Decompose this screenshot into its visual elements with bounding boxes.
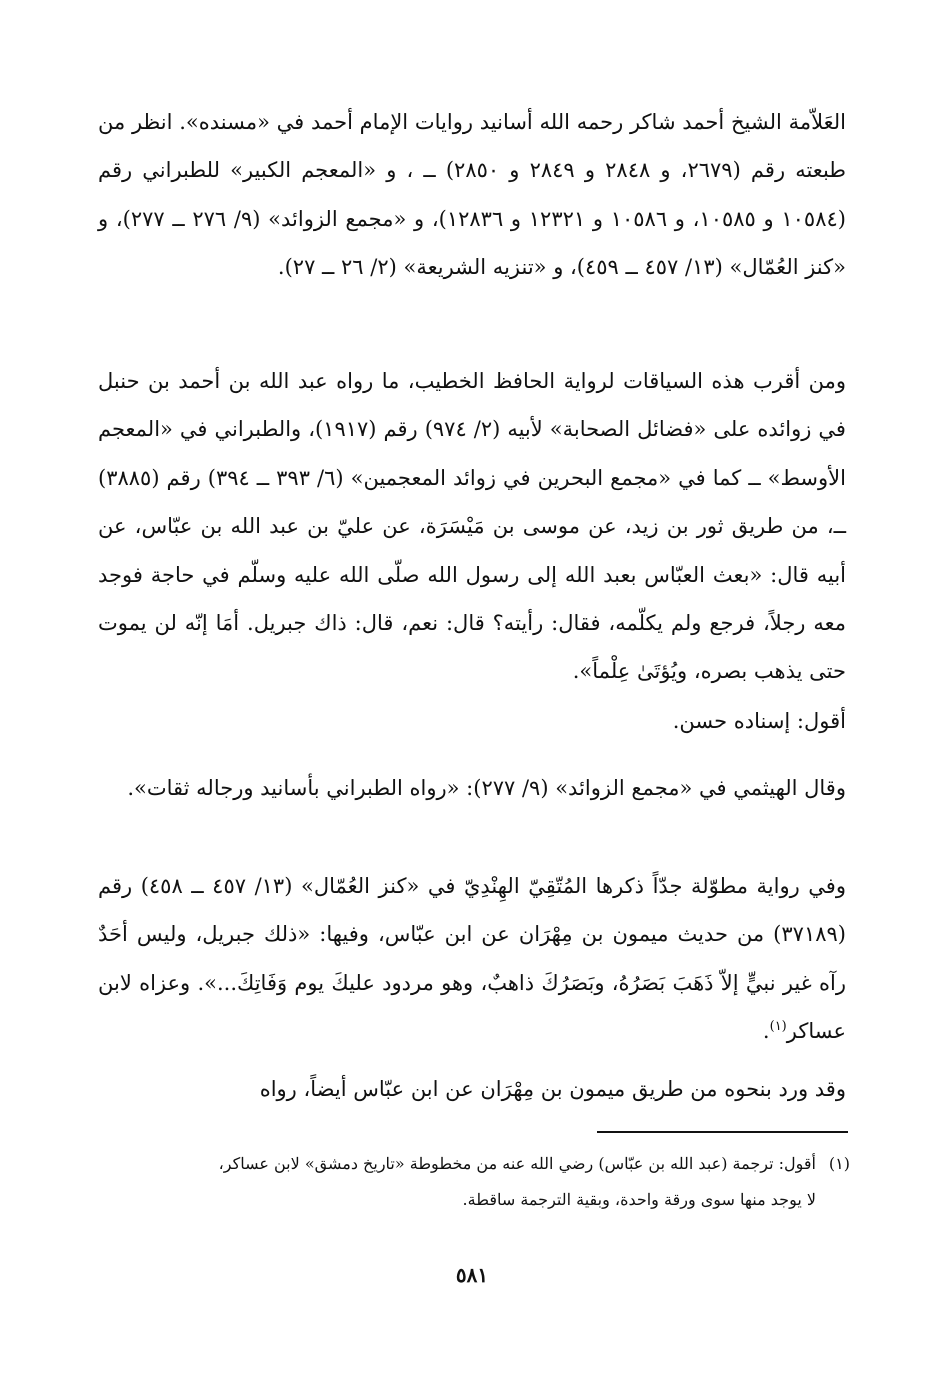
footnote-line-2: لا يوجد منها سوى ورقة واحدة، وبقية الترجمة ساقطة. [462,1190,816,1209]
paragraph-maymun-narration: وقد ورد بنحوه من طريق ميمون بن مِهْرَان عن ابن عبّاس أيضاً، رواه [259,1077,846,1101]
paragraph-sources-list: العَلاّمة الشيخ أحمد شاكر رحمه الله أسانيد روايات الإمام أحمد في «مسنده». انظر من طبعته رقم (٢٦٧٩، و ٢٨٤٨ و ٢٨٤٩ و ٢٨٥٠) ــ ، و «المعجم الكبير» للطبراني رقم (١٠٥٨٤ و ١٠٥٨٥، و ١٠٥٨٦ و ١٢٣٢١ و ١٢٨٣٦)، و «مجمع الزوائد» (٩/ ٢٧٦ ــ ٢٧٧)، و «كنز العُمّال» (١٣/ ٤٥٧ ــ ٤٥٩)، و «تنزيه الشريعة» (٢/ ٢٦ ــ ٢٧). [98,110,846,280]
footnote-number: (١) [828,1154,850,1173]
footnote-line-1: أقول: ترجمة (عبد الله بن عبّاس) رضي الله عنه من مخطوطة «تاريخ دمشق» لابن عساكر، [218,1154,816,1173]
footnote-1 [98,1146,850,1218]
paragraph-kanz-text: وفي رواية مطوّلة جدّاً ذكرها المُتّقِيّ الهِنْدِيّ في «كنز العُمّال» (١٣/ ٤٥٧ ــ ٤٥٨) رقم (٣٧١٨٩) من حديث ميمون بن مِهْرَان عن ابن عبّاس، وفيها: «ذلك جبريل، وليس أحَدٌ رآه غير نبيٍّ إلاّ ذَهَبَ بَصَرُهُ، وبَصَرُكَ ذاهبٌ، وهو مردود عليكَ يوم وَفَاتِكَ...». وعزاه لابن عساكر [98,874,846,1044]
footnote-reference[interactable]: (١) [769,1019,787,1035]
footnote-separator [597,1131,848,1133]
paragraph-kanz-narration [98,862,846,1056]
paragraph-khatib-narration: ومن أقرب هذه السياقات لرواية الحافظ الخطيب، ما رواه عبد الله بن أحمد بن حنبل في زوائده على «فضائل الصحابة» لأبيه (٢/ ٩٧٤) رقم (١٩١٧)، والطبراني في «المعجم الأوسط» ــ كما في «مجمع البحرين في زوائد المعجمين» (٦/ ٣٩٣ ــ ٣٩٤) رقم (٣٨٨٥) ــ، من طريق ثور بن زيد، عن موسى بن مَيْسَرَة، عن عليّ بن عبد الله بن عبّاس، عن أبيه قال: «بعث العبّاس بعبد الله إلى رسول الله صلّى الله عليه وسلّم في حاجة فوجد معه رجلاً، فرجع ولم يكلّمه، فقال: رأيته؟ قال: نعم، قال: ذاك جبريل. أمَا إنّه لن يموت حتى يذهب بصره، ويُؤتَىٰ عِلْماً». [98,369,846,684]
paragraph-isnad-verdict: أقول: إسناده حسن. [672,709,846,733]
paragraph-kanz-end: . [762,1019,770,1044]
paragraph-haythami-quote: وقال الهيثمي في «مجمع الزوائد» (٩/ ٢٧٧): «رواه الطبراني بأسانيد ورجاله ثقات». [127,776,846,800]
page-number: ٥٨١ [455,1263,489,1287]
